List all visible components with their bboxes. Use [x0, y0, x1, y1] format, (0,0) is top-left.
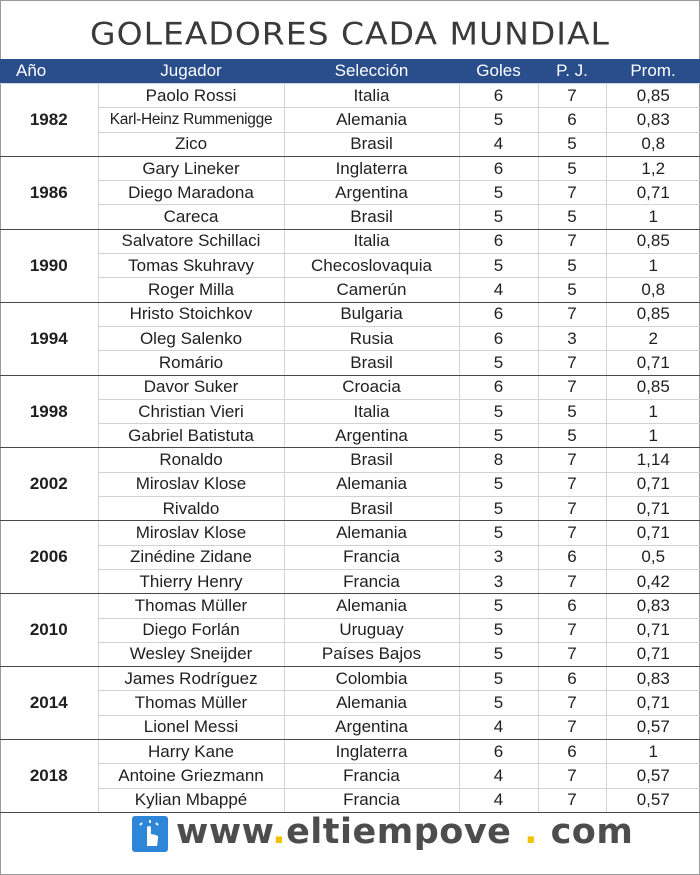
table-row [0, 472, 700, 496]
header-goals: Goles [459, 59, 538, 84]
player-cell: Romário [98, 351, 284, 375]
average-cell: 0,83 [606, 594, 700, 618]
table-row [0, 642, 700, 666]
matches-cell: 7 [538, 229, 606, 253]
team-cell: Alemania [284, 691, 459, 715]
average-cell: 0,71 [606, 497, 700, 521]
matches-cell: 7 [538, 642, 606, 666]
average-cell: 0,57 [606, 715, 700, 739]
table-header-row [0, 59, 700, 84]
goals-cell: 5 [459, 424, 538, 448]
year-cell: 1990 [0, 229, 98, 302]
matches-cell: 5 [538, 156, 606, 180]
average-cell: 1,14 [606, 448, 700, 472]
team-cell: Francia [284, 545, 459, 569]
matches-cell: 7 [538, 691, 606, 715]
player-cell: Tomas Skuhravy [98, 254, 284, 278]
goals-cell: 5 [459, 108, 538, 132]
hand-pointer-icon[interactable] [132, 816, 168, 852]
matches-cell: 5 [538, 132, 606, 156]
table-row [0, 497, 700, 521]
average-cell: 1 [606, 254, 700, 278]
player-cell: Careca [98, 205, 284, 229]
site-tld: com [550, 812, 634, 852]
average-cell: 0,57 [606, 764, 700, 788]
matches-cell: 5 [538, 254, 606, 278]
goals-cell: 5 [459, 642, 538, 666]
table-row [0, 399, 700, 423]
player-cell: Davor Suker [98, 375, 284, 399]
table-row [0, 302, 700, 326]
matches-cell: 6 [538, 545, 606, 569]
goals-cell: 5 [459, 618, 538, 642]
matches-cell: 7 [538, 351, 606, 375]
goals-cell: 3 [459, 569, 538, 593]
goals-cell: 5 [459, 205, 538, 229]
year-cell: 1986 [0, 156, 98, 229]
player-cell: Roger Milla [98, 278, 284, 302]
goals-cell: 5 [459, 521, 538, 545]
goals-cell: 5 [459, 691, 538, 715]
table-row [0, 594, 700, 618]
average-cell: 0,71 [606, 691, 700, 715]
table-row [0, 691, 700, 715]
goals-cell: 6 [459, 229, 538, 253]
goals-cell: 5 [459, 399, 538, 423]
matches-cell: 7 [538, 764, 606, 788]
player-cell: Miroslav Klose [98, 472, 284, 496]
team-cell: Francia [284, 764, 459, 788]
goals-cell: 3 [459, 545, 538, 569]
table-row [0, 351, 700, 375]
player-cell: Gabriel Batistuta [98, 424, 284, 448]
player-cell: Karl-Heinz Rummenigge [98, 108, 284, 132]
player-cell: Antoine Griezmann [98, 764, 284, 788]
matches-cell: 7 [538, 181, 606, 205]
separator-dot: . [511, 812, 551, 852]
table-row [0, 156, 700, 180]
team-cell: Países Bajos [284, 642, 459, 666]
team-cell: Inglaterra [284, 156, 459, 180]
goals-cell: 5 [459, 594, 538, 618]
goals-cell: 5 [459, 351, 538, 375]
matches-cell: 6 [538, 740, 606, 764]
table-body [0, 84, 700, 813]
team-cell: Francia [284, 569, 459, 593]
scorers-table [0, 59, 700, 813]
team-cell: Bulgaria [284, 302, 459, 326]
player-cell: Harry Kane [98, 740, 284, 764]
goals-cell: 4 [459, 764, 538, 788]
goals-cell: 6 [459, 326, 538, 350]
player-cell: Hristo Stoichkov [98, 302, 284, 326]
team-cell: Brasil [284, 132, 459, 156]
player-cell: Thierry Henry [98, 569, 284, 593]
table-row [0, 132, 700, 156]
matches-cell: 7 [538, 618, 606, 642]
table-row [0, 375, 700, 399]
page-title: GOLEADORES CADA MUNDIAL [90, 15, 610, 53]
player-cell: Oleg Salenko [98, 326, 284, 350]
year-cell: 1982 [0, 84, 98, 157]
player-cell: Miroslav Klose [98, 521, 284, 545]
matches-cell: 7 [538, 788, 606, 812]
year-cell: 1998 [0, 375, 98, 448]
player-cell: Thomas Müller [98, 691, 284, 715]
matches-cell: 7 [538, 472, 606, 496]
goals-cell: 4 [459, 132, 538, 156]
year-cell: 1994 [0, 302, 98, 375]
matches-cell: 7 [538, 521, 606, 545]
average-cell: 0,5 [606, 545, 700, 569]
goals-cell: 6 [459, 740, 538, 764]
matches-cell: 5 [538, 205, 606, 229]
year-cell: 2014 [0, 667, 98, 740]
team-cell: Alemania [284, 521, 459, 545]
average-cell: 1 [606, 399, 700, 423]
table-row [0, 229, 700, 253]
year-cell: 2006 [0, 521, 98, 594]
header-player: Jugador [98, 59, 284, 84]
site-name: eltiempove [286, 812, 512, 852]
footer [0, 800, 700, 870]
average-cell: 0,85 [606, 375, 700, 399]
year-cell: 2002 [0, 448, 98, 521]
matches-cell: 3 [538, 326, 606, 350]
team-cell: Inglaterra [284, 740, 459, 764]
table-row [0, 254, 700, 278]
average-cell: 0,71 [606, 618, 700, 642]
team-cell: Brasil [284, 205, 459, 229]
player-cell: Ronaldo [98, 448, 284, 472]
matches-cell: 6 [538, 594, 606, 618]
table-row [0, 740, 700, 764]
average-cell: 0,42 [606, 569, 700, 593]
average-cell: 1,2 [606, 156, 700, 180]
team-cell: Alemania [284, 108, 459, 132]
team-cell: Argentina [284, 715, 459, 739]
table-row [0, 448, 700, 472]
matches-cell: 7 [538, 84, 606, 108]
header-matches: P. J. [538, 59, 606, 84]
team-cell: Italia [284, 229, 459, 253]
goals-cell: 6 [459, 156, 538, 180]
table-row [0, 205, 700, 229]
table-row [0, 764, 700, 788]
average-cell: 0,83 [606, 667, 700, 691]
goals-cell: 6 [459, 302, 538, 326]
average-cell: 2 [606, 326, 700, 350]
team-cell: Italia [284, 399, 459, 423]
player-cell: Wesley Sneijder [98, 642, 284, 666]
average-cell: 0,8 [606, 132, 700, 156]
player-cell: Thomas Müller [98, 594, 284, 618]
average-cell: 0,71 [606, 472, 700, 496]
player-cell: Gary Lineker [98, 156, 284, 180]
matches-cell: 7 [538, 302, 606, 326]
team-cell: Checoslovaquia [284, 254, 459, 278]
goals-cell: 4 [459, 788, 538, 812]
player-cell: Lionel Messi [98, 715, 284, 739]
player-cell: Diego Maradona [98, 181, 284, 205]
matches-cell: 7 [538, 497, 606, 521]
player-cell: Paolo Rossi [98, 84, 284, 108]
team-cell: Uruguay [284, 618, 459, 642]
year-cell: 2010 [0, 594, 98, 667]
average-cell: 0,85 [606, 302, 700, 326]
team-cell: Camerún [284, 278, 459, 302]
header-average: Prom. [606, 59, 700, 84]
goals-cell: 8 [459, 448, 538, 472]
goals-cell: 4 [459, 715, 538, 739]
site-url[interactable] [176, 812, 633, 856]
player-cell: Salvatore Schillaci [98, 229, 284, 253]
matches-cell: 5 [538, 278, 606, 302]
player-cell: Rivaldo [98, 497, 284, 521]
matches-cell: 7 [538, 569, 606, 593]
separator-dot: . [272, 812, 287, 852]
header-team: Selección [284, 59, 459, 84]
goals-cell: 6 [459, 375, 538, 399]
table-row [0, 326, 700, 350]
table-row [0, 278, 700, 302]
average-cell: 0,71 [606, 521, 700, 545]
player-cell: Kylian Mbappé [98, 788, 284, 812]
player-cell: Diego Forlán [98, 618, 284, 642]
team-cell: Brasil [284, 448, 459, 472]
player-cell: Zinédine Zidane [98, 545, 284, 569]
average-cell: 0,8 [606, 278, 700, 302]
goals-cell: 5 [459, 667, 538, 691]
team-cell: Francia [284, 788, 459, 812]
goals-cell: 5 [459, 181, 538, 205]
table-row [0, 715, 700, 739]
goals-cell: 5 [459, 254, 538, 278]
team-cell: Alemania [284, 594, 459, 618]
player-cell: Zico [98, 132, 284, 156]
matches-cell: 5 [538, 399, 606, 423]
matches-cell: 7 [538, 448, 606, 472]
player-cell: James Rodríguez [98, 667, 284, 691]
average-cell: 0,85 [606, 84, 700, 108]
table-row [0, 618, 700, 642]
goals-cell: 5 [459, 497, 538, 521]
header-year: Año [0, 59, 98, 84]
team-cell: Italia [284, 84, 459, 108]
table-row [0, 667, 700, 691]
year-cell: 2018 [0, 740, 98, 813]
table-row [0, 108, 700, 132]
goals-cell: 4 [459, 278, 538, 302]
average-cell: 1 [606, 740, 700, 764]
player-cell: Christian Vieri [98, 399, 284, 423]
average-cell: 0,71 [606, 642, 700, 666]
matches-cell: 6 [538, 667, 606, 691]
goals-cell: 5 [459, 472, 538, 496]
average-cell: 0,71 [606, 351, 700, 375]
table-row [0, 569, 700, 593]
matches-cell: 7 [538, 375, 606, 399]
team-cell: Colombia [284, 667, 459, 691]
team-cell: Croacia [284, 375, 459, 399]
site-prefix: www [176, 812, 273, 852]
table-row [0, 545, 700, 569]
matches-cell: 7 [538, 715, 606, 739]
team-cell: Brasil [284, 351, 459, 375]
team-cell: Rusia [284, 326, 459, 350]
average-cell: 1 [606, 424, 700, 448]
matches-cell: 5 [538, 424, 606, 448]
matches-cell: 6 [538, 108, 606, 132]
table-row [0, 521, 700, 545]
table-row [0, 181, 700, 205]
table-row [0, 424, 700, 448]
average-cell: 0,83 [606, 108, 700, 132]
team-cell: Argentina [284, 181, 459, 205]
average-cell: 0,71 [606, 181, 700, 205]
table-row [0, 84, 700, 108]
average-cell: 1 [606, 205, 700, 229]
team-cell: Brasil [284, 497, 459, 521]
average-cell: 0,85 [606, 229, 700, 253]
team-cell: Argentina [284, 424, 459, 448]
average-cell: 0,57 [606, 788, 700, 812]
goals-cell: 6 [459, 84, 538, 108]
team-cell: Alemania [284, 472, 459, 496]
